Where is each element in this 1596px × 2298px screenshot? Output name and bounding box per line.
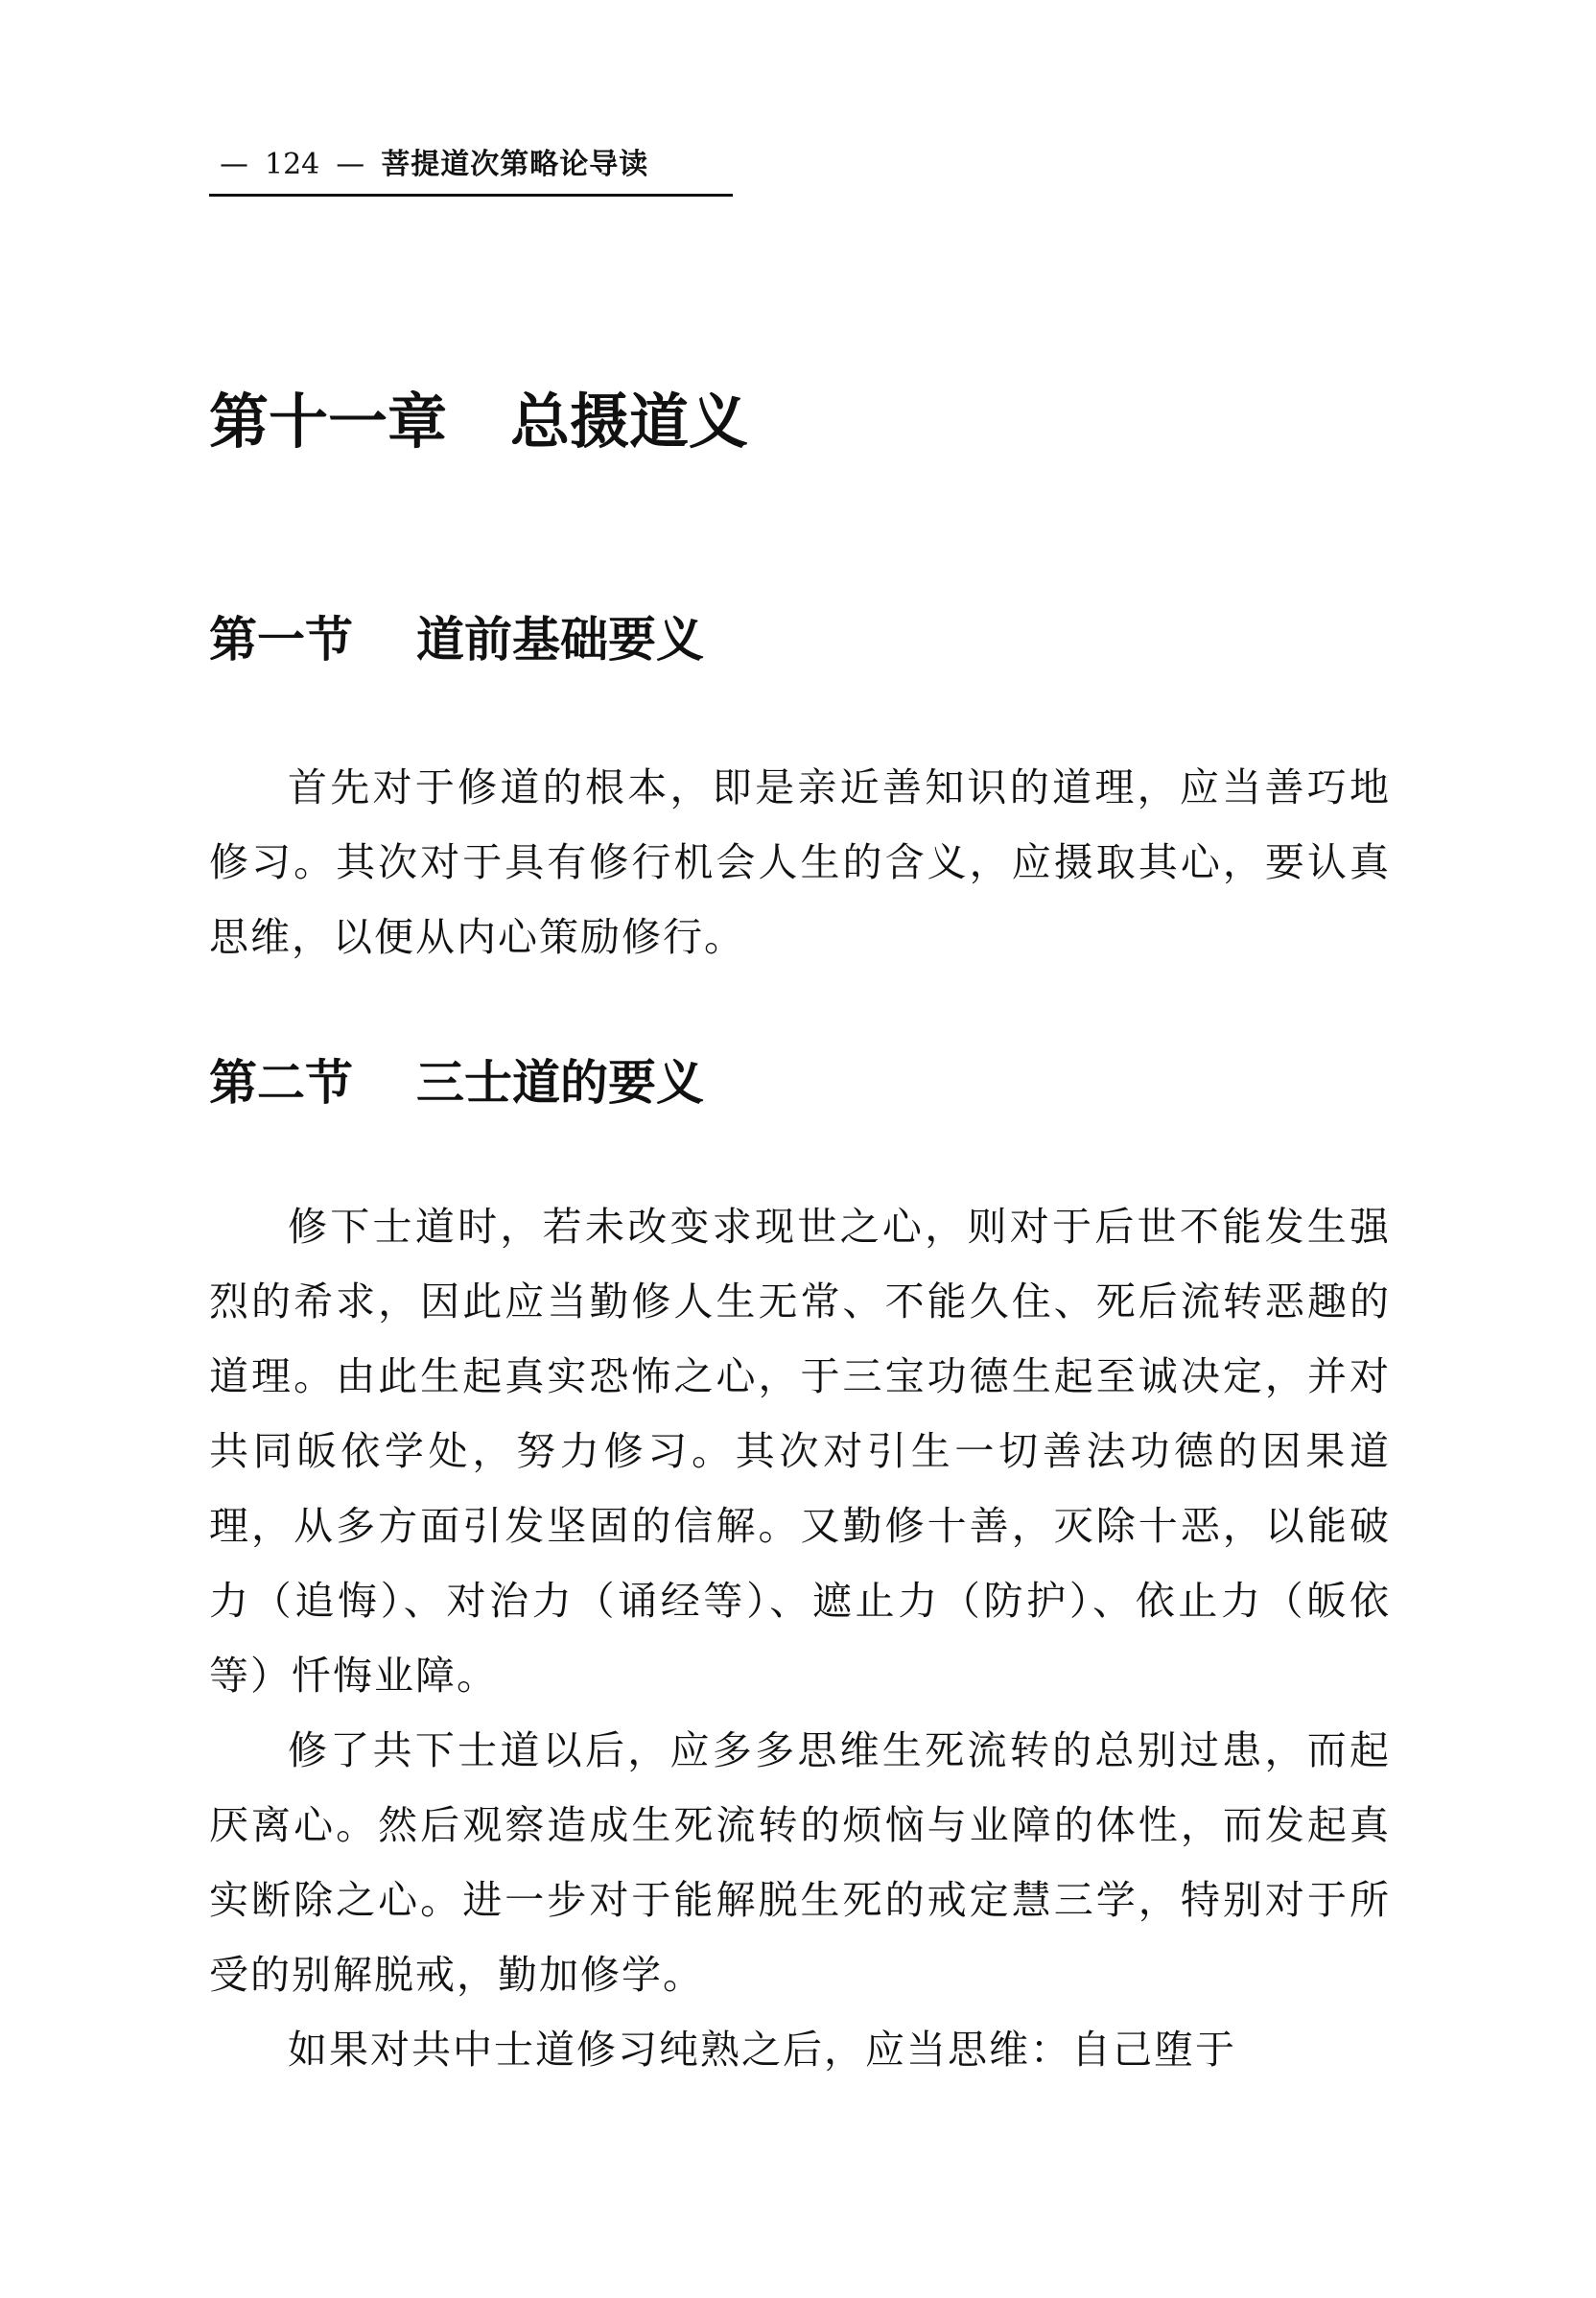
- paragraph: 首先对于修道的根本，即是亲近善知识的道理，应当善巧地修习。其次对于具有修行机会人生的含义，应摄取其心，要认真思维，以便从内心策励修行。: [209, 764, 1391, 960]
- paragraph: 修下士道时，若未改变求现世之心，则对于后世不能发生强烈的希求，因此应当勤修人生无常、不能久住、死后流转恶趣的道理。由此生起真实恐怖之心，于三宝功德生起至诚决定，并对共同皈依学处，努力修习。其次对引生一切善法功德的因果道理，从多方面引发坚固的信解。又勤修十善，灭除十恶，以能破力（追悔）、对治力（诵经等）、遮止力（防护）、依止力（皈依等）忏悔业障。: [209, 1204, 1391, 1699]
- paragraph: 如果对共中士道修习纯熟之后，应当思维：自己堕于: [288, 2027, 1236, 2073]
- header-rule: [209, 194, 733, 197]
- header-dash-left: —: [220, 148, 248, 181]
- chapter-title: 总摄道义: [510, 387, 749, 457]
- chapter-number: 第十一章: [209, 387, 448, 457]
- paragraph: 修了共下士道以后，应多多思维生死流转的总别过患，而起厌离心。然后观察造成生死流转的烦恼与业障的体性，而发起真实断除之心。进一步对于能解脱生死的戒定慧三学，特别对于所受的别解脱戒，勤加修学。: [209, 1727, 1391, 1998]
- section-2-body: [209, 1189, 1391, 2087]
- page-number: 124: [265, 148, 320, 181]
- running-head: [213, 146, 648, 184]
- section-heading-2: [209, 1051, 704, 1114]
- section-1-title: 道前基础要义: [416, 612, 704, 668]
- chapter-heading: [209, 384, 748, 460]
- header-dash-right: —: [336, 148, 365, 181]
- section-1-number: 第一节: [209, 612, 353, 668]
- book-title: 菩提道次第略论导读: [381, 148, 649, 181]
- section-1-body: [209, 750, 1391, 974]
- section-2-number: 第二节: [209, 1055, 353, 1111]
- section-2-title: 三士道的要义: [416, 1055, 704, 1111]
- section-heading-1: [209, 608, 704, 671]
